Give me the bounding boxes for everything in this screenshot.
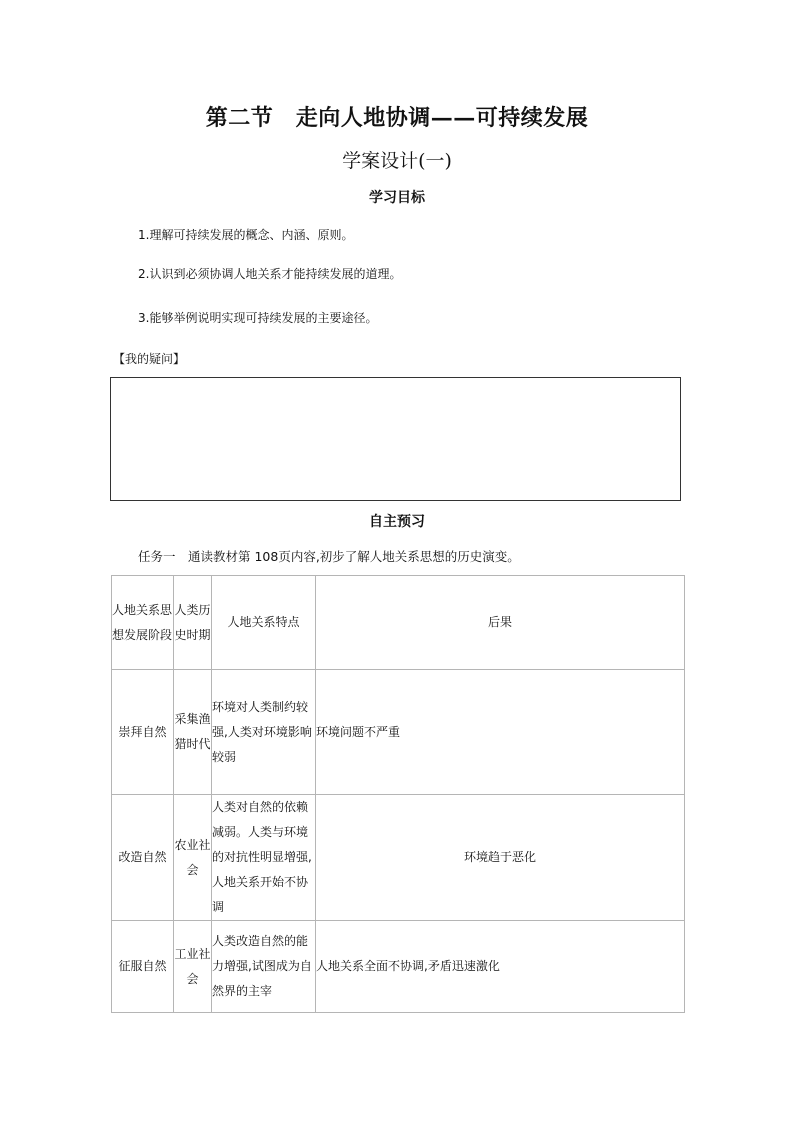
table-cell: 环境对人类制约较强,人类对环境影响较弱: [212, 670, 316, 795]
task-one: 任务一 通读教材第 108页内容,初步了解人地关系思想的历史演变。: [138, 549, 520, 564]
table-cell: 采集渔猎时代: [174, 670, 212, 795]
table-cell: 工业社会: [174, 921, 212, 1013]
goal-item: 1.理解可持续发展的概念、内涵、原则。: [138, 228, 354, 242]
goal-item: 3.能够举例说明实现可持续发展的主要途径。: [138, 311, 378, 325]
table-cell: 人地关系全面不协调,矛盾迅速激化: [316, 921, 685, 1013]
page-subtitle: 学案设计(一): [342, 150, 452, 172]
header-cell: 人类历史时期: [174, 576, 212, 670]
table-row: [112, 795, 685, 921]
questions-box[interactable]: [110, 377, 681, 501]
table-cell: 人类对自然的依赖减弱。人类与环境的对抗性明显增强,人地关系开始不协调: [212, 795, 316, 921]
table-cell: 环境问题不严重: [316, 670, 685, 795]
preview-heading: 自主预习: [369, 514, 425, 530]
table-cell: 人类改造自然的能力增强,试图成为自然界的主宰: [212, 921, 316, 1013]
table-row: [112, 670, 685, 795]
header-cell: 人地关系思想发展阶段: [112, 576, 174, 670]
header-cell: 后果: [316, 576, 685, 670]
table-cell: 环境趋于恶化: [316, 795, 685, 921]
table-cell: 改造自然: [112, 795, 174, 921]
table-header-row: [112, 576, 685, 670]
goals-heading: 学习目标: [369, 190, 425, 206]
table-row: [112, 921, 685, 1013]
history-table: [111, 575, 685, 1013]
questions-label: 【我的疑问】: [113, 352, 186, 366]
goal-item: 2.认识到必须协调人地关系才能持续发展的道理。: [138, 267, 402, 281]
page-title: 第二节 走向人地协调——可持续发展: [205, 105, 589, 131]
table-cell: 征服自然: [112, 921, 174, 1013]
table-cell: 崇拜自然: [112, 670, 174, 795]
table-cell: 农业社会: [174, 795, 212, 921]
header-cell: 人地关系特点: [212, 576, 316, 670]
